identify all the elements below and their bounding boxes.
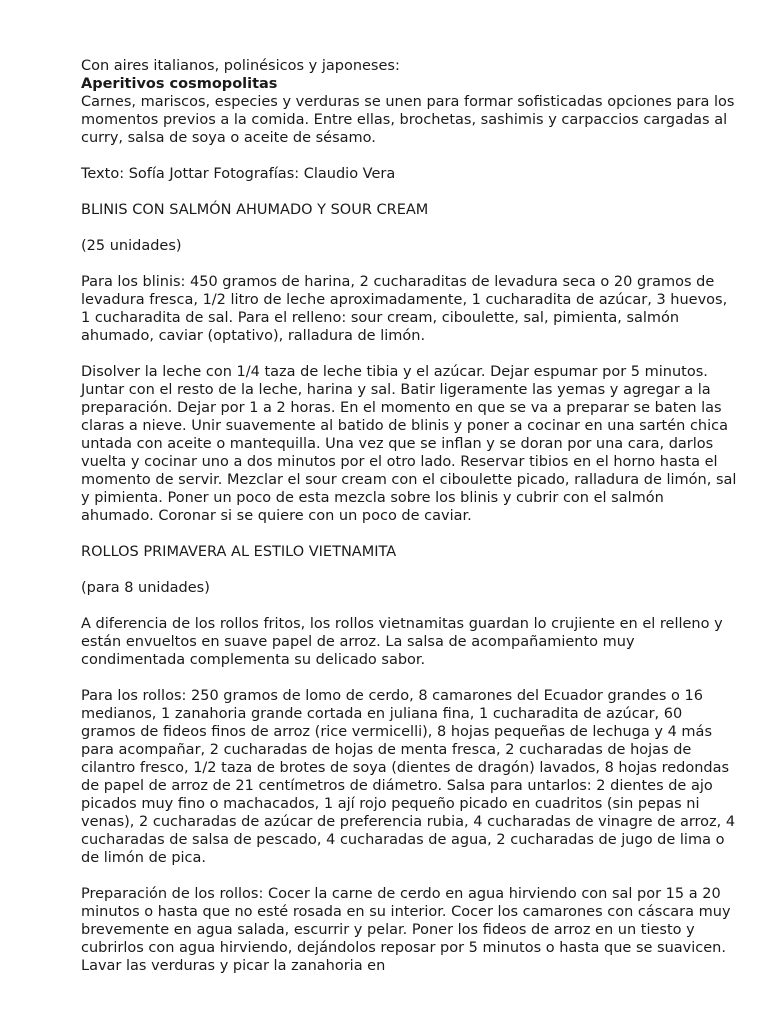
recipe-ingredients-rollos: Para los rollos: 250 gramos de lomo de cerdo, 8 camarones del Ecuador grandes o 16 medianos, 1 zanahoria grande cortada en juliana fina, 1 cucharadita de azúcar, 60 gramos de fideos finos de arroz (rice vermicelli), 8 hojas pequeñas de lechuga y 4 más para acompañar, 2 cucharadas de hojas de menta fresca, 2 cucharadas de hojas de cilantro fresco, 1/2 taza de brotes de soya (dientes de dragón) lavados, 8 hojas redondas de papel de arroz de 21 centímetros de diámetro. Salsa para untarlos: 2 dientes de ajo picados muy fino o machacados, 1 ají rojo pequeño picado en cuadritos (sin pepas ni venas), 2 cucharadas de azúcar de preferencia rubia, 4 cucharadas de vinagre de arroz, 4 cucharadas de salsa de pescado, 4 cucharadas de agua, 2 cucharadas de jugo de lima o de limón de pica.: [81, 688, 736, 866]
article-lead: Carnes, mariscos, especies y verduras se unen para formar sofisticadas opciones para los momentos previos a la comida. Entre ellas, brochetas, sashimis y carpaccios cargadas al curry, salsa de soya o aceite de sésamo.: [81, 94, 735, 146]
recipe-intro-rollos: A diferencia de los rollos fritos, los rollos vietnamitas guardan lo crujiente en el relleno y están envueltos en suave papel de arroz. La salsa de acompañamiento muy condimentada complementa su delicado sabor.: [81, 616, 723, 668]
recipe-yield-rollos: (para 8 unidades): [81, 580, 210, 596]
recipe-method-blinis: Disolver la leche con 1/4 taza de leche tibia y el azúcar. Dejar espumar por 5 minutos. Juntar con el resto de la leche, harina y sal. Batir ligeramente las yemas y agregar a la preparación. Dejar por 1 a 2 horas. En el momento en que se va a preparar se baten las claras a nieve. Unir suavemente al batido de blinis y poner a cocinar en una sartén chica untada con aceite o mantequilla. Una vez que se inflan y se doran por una cara, darlos vuelta y cocinar uno a dos minutos por el otro lado. Reservar tibios en el horno hasta el momento de servir. Mezclar el sour cream con el ciboulette picado, ralladura de limón, sal y pimienta. Poner un poco de esta mezcla sobre los blinis y cubrir con el salmón ahumado. Coronar si se quiere con un poco de caviar.: [81, 364, 737, 524]
article-kicker: Con aires italianos, polinésicos y japoneses:: [81, 58, 400, 74]
recipe-method-rollos: Preparación de los rollos: Cocer la carne de cerdo en agua hirviendo con sal por 15 a 20 minutos o hasta que no esté rosada en su interior. Cocer los camarones con cáscara muy brevemente en agua salada, escurrir y pelar. Poner los fideos de arroz en un tiesto y cubrirlos con agua hirviendo, dejándolos reposar por 5 minutos o hasta que se suavicen. Lavar las verduras y picar la zanahoria en: [81, 886, 731, 974]
article-title: Aperitivos cosmopolitas: [81, 76, 278, 92]
recipe-yield-blinis: (25 unidades): [81, 238, 182, 254]
document-body: [81, 57, 741, 993]
recipe-title-rollos: ROLLOS PRIMAVERA AL ESTILO VIETNAMITA: [81, 544, 397, 560]
article-credits: Texto: Sofía Jottar Fotografías: Claudio Vera: [81, 166, 396, 182]
recipe-title-blinis: BLINIS CON SALMÓN AHUMADO Y SOUR CREAM: [81, 202, 429, 218]
recipe-ingredients-blinis: Para los blinis: 450 gramos de harina, 2 cucharaditas de levadura seca o 20 gramos de levadura fresca, 1/2 litro de leche aproximadamente, 1 cucharadita de azúcar, 3 huevos, 1 cucharadita de sal. Para el relleno: sour cream, ciboulette, sal, pimienta, salmón ahumado, caviar (optativo), ralladura de limón.: [81, 274, 728, 344]
